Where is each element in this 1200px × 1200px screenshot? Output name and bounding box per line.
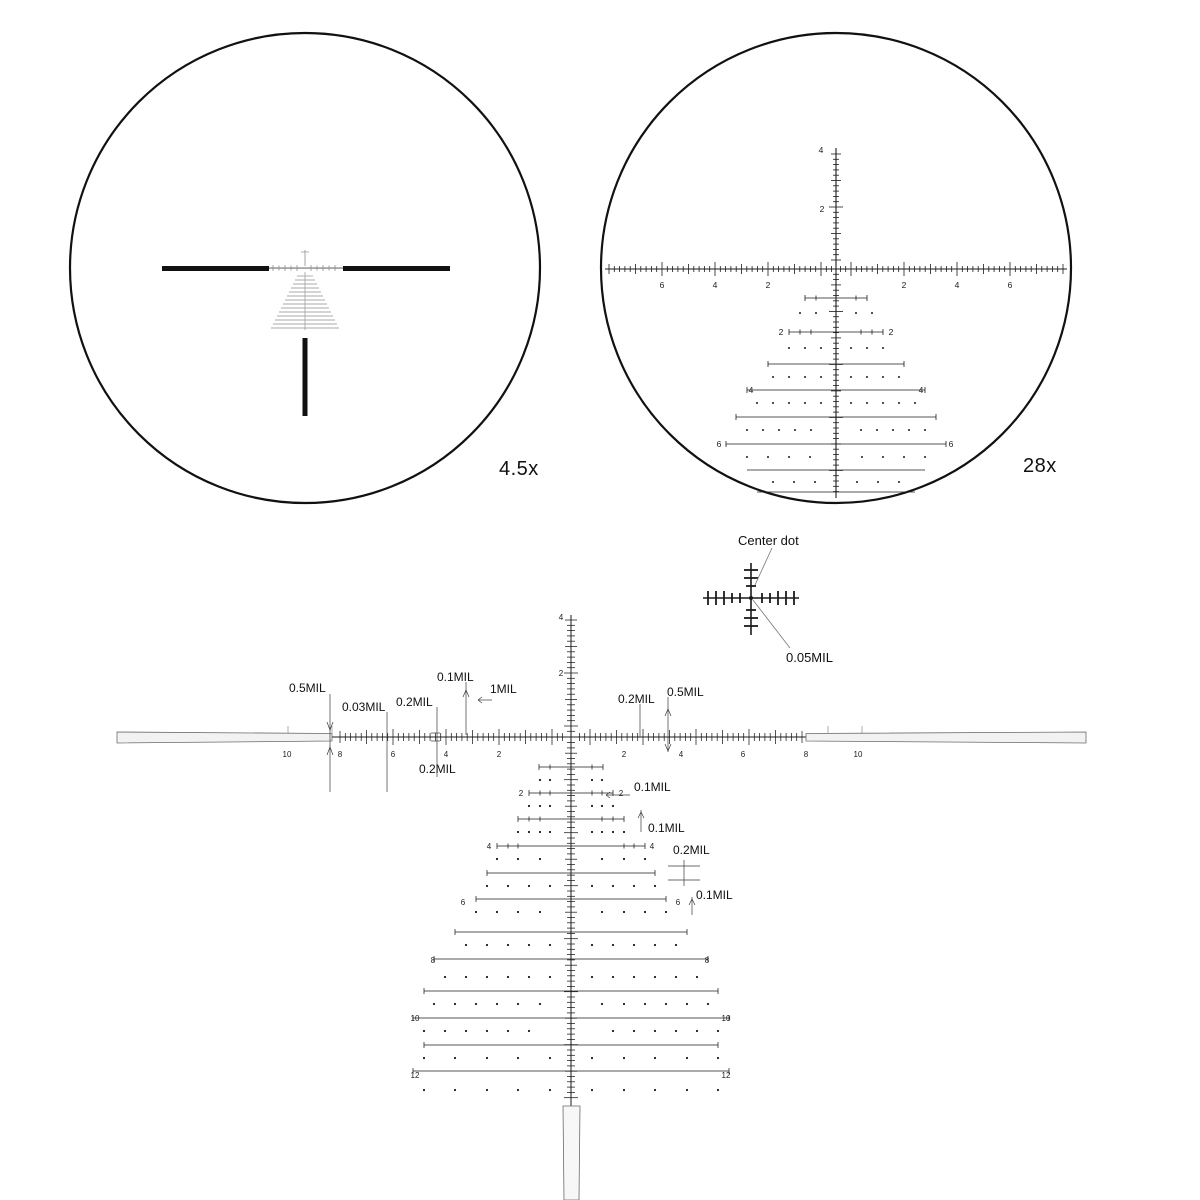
callout-0: 0.5MIL	[289, 681, 326, 695]
post-bottom	[303, 338, 308, 416]
svg-text:4: 4	[954, 280, 960, 290]
detailed-reticle	[117, 613, 1086, 1200]
center-dot-title: Center dot	[738, 533, 799, 548]
low-mag-reticle	[162, 250, 450, 416]
detail-post-bottom	[563, 1106, 580, 1200]
svg-text:8: 8	[430, 956, 436, 965]
callout-6: 0.2MIL	[618, 692, 655, 706]
svg-text:2: 2	[901, 280, 907, 290]
callout-2: 0.2MIL	[396, 695, 433, 709]
svg-text:4: 4	[918, 385, 924, 395]
magnification-label-high: 28x	[1023, 455, 1057, 477]
callout-9: 0.1MIL	[648, 821, 685, 835]
center-dot-detail	[703, 548, 799, 648]
svg-text:4: 4	[486, 842, 492, 851]
callout-leaders	[327, 682, 700, 915]
svg-text:6: 6	[740, 750, 746, 759]
svg-text:12: 12	[410, 1071, 420, 1080]
svg-text:6: 6	[460, 898, 466, 907]
svg-text:8: 8	[803, 750, 809, 759]
svg-text:2: 2	[621, 750, 627, 759]
svg-text:2: 2	[558, 669, 564, 678]
svg-text:6: 6	[675, 898, 681, 907]
svg-text:10: 10	[721, 1014, 731, 1023]
svg-text:4: 4	[649, 842, 655, 851]
svg-text:2: 2	[819, 204, 825, 214]
center-dot-subtension-leader	[753, 600, 790, 648]
callout-10: 0.2MIL	[673, 843, 710, 857]
svg-text:4: 4	[443, 750, 449, 759]
post-left	[162, 266, 269, 271]
detail-post-left	[117, 732, 332, 743]
vertical-tick-group-upper	[829, 154, 843, 260]
center-dot	[749, 596, 753, 600]
callout-4: 1MIL	[490, 682, 517, 696]
callout-8: 0.1MIL	[634, 780, 671, 794]
svg-text:6: 6	[659, 280, 665, 290]
center-dot-leader	[755, 548, 772, 585]
svg-text:6: 6	[948, 439, 954, 449]
svg-text:6: 6	[1007, 280, 1013, 290]
holdover-tree-low-mag	[271, 272, 339, 330]
svg-text:4: 4	[712, 280, 718, 290]
callout-3: 0.1MIL	[437, 670, 474, 684]
svg-text:2: 2	[496, 750, 502, 759]
high-mag-reticle	[605, 145, 1067, 498]
svg-text:6: 6	[390, 750, 396, 759]
svg-text:4: 4	[678, 750, 684, 759]
callout-5: 0.2MIL	[419, 762, 456, 776]
detail-post-right	[806, 732, 1086, 743]
svg-text:10: 10	[410, 1014, 420, 1023]
svg-text:4: 4	[748, 385, 754, 395]
center-horizontal-line	[269, 268, 343, 269]
post-right	[343, 266, 450, 271]
svg-text:10: 10	[282, 750, 292, 759]
center-dot-subtension-label: 0.05MIL	[786, 650, 833, 665]
svg-text:12: 12	[721, 1071, 731, 1080]
svg-text:8: 8	[337, 750, 343, 759]
svg-text:10: 10	[853, 750, 863, 759]
detail-axis-labels	[283, 613, 863, 1080]
svg-text:2: 2	[765, 280, 771, 290]
svg-text:2: 2	[888, 327, 894, 337]
callout-1: 0.03MIL	[342, 700, 386, 714]
svg-text:4: 4	[818, 145, 824, 155]
svg-text:8: 8	[704, 956, 710, 965]
callout-7: 0.5MIL	[667, 685, 704, 699]
detail-post-ticks	[288, 726, 862, 733]
svg-text:6: 6	[716, 439, 722, 449]
svg-text:2: 2	[778, 327, 784, 337]
svg-text:4: 4	[558, 613, 564, 622]
svg-text:2: 2	[618, 789, 624, 798]
callout-11: 0.1MIL	[696, 888, 733, 902]
magnification-label-low: 4.5x	[499, 458, 539, 480]
svg-text:2: 2	[518, 789, 524, 798]
